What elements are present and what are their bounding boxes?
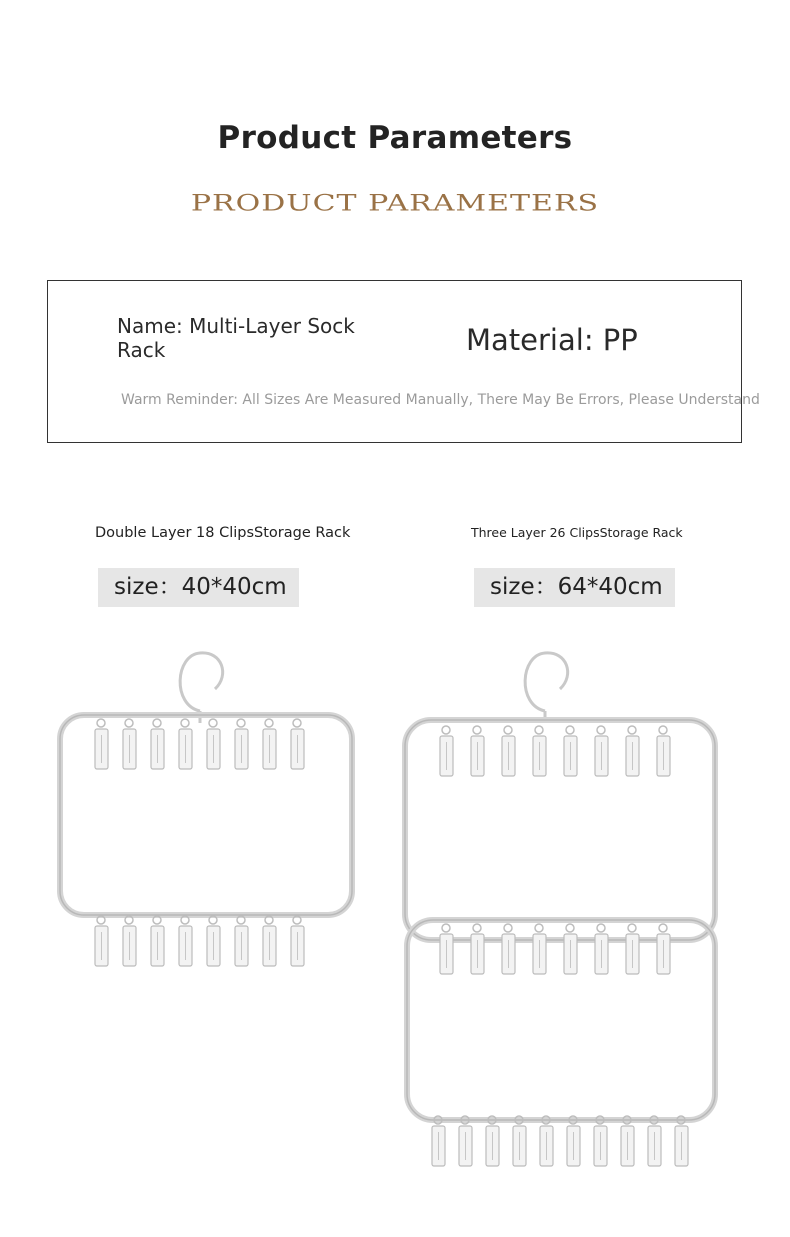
- product-caption-triple: Three Layer 26 ClipsStorage Rack: [471, 525, 683, 540]
- clip-icon: [657, 924, 670, 974]
- warm-reminder: Warm Reminder: All Sizes Are Measured Manually, There May Be Errors, Please Understand: [121, 392, 760, 408]
- clip-icon: [123, 719, 136, 769]
- product-material: Material: PP: [466, 323, 638, 357]
- clip-icon: [594, 1116, 607, 1166]
- clip-icon: [432, 1116, 445, 1166]
- clip-icon: [675, 1116, 688, 1166]
- clip-icon: [567, 1116, 580, 1166]
- product-name: Name: Multi-Layer Sock Rack: [117, 314, 355, 362]
- clip-icon: [626, 924, 639, 974]
- clip-icon: [540, 1116, 553, 1166]
- clip-icon: [595, 726, 608, 776]
- clip-icon: [179, 719, 192, 769]
- clip-icon: [151, 916, 164, 966]
- clip-icon: [471, 924, 484, 974]
- product-caption-double: Double Layer 18 ClipsStorage Rack: [95, 525, 351, 541]
- parameters-box: [47, 280, 760, 443]
- clip-icon: [207, 916, 220, 966]
- clip-icon: [263, 916, 276, 966]
- clip-icon: [486, 1116, 499, 1166]
- clip-icon: [471, 726, 484, 776]
- clip-icon: [459, 1116, 472, 1166]
- clip-icon: [95, 719, 108, 769]
- double-layer-rack-image: [50, 645, 360, 995]
- clip-icon: [626, 726, 639, 776]
- clip-icon: [533, 726, 546, 776]
- page-title: Product Parameters: [217, 120, 573, 156]
- clip-icon: [291, 719, 304, 769]
- clip-icon: [440, 924, 453, 974]
- clip-icon: [235, 916, 248, 966]
- clip-icon: [263, 719, 276, 769]
- clip-icon: [207, 719, 220, 769]
- clip-icon: [235, 719, 248, 769]
- clip-icon: [564, 726, 577, 776]
- triple-layer-rack-image: [395, 645, 725, 1225]
- clip-icon: [179, 916, 192, 966]
- clip-icon: [648, 1116, 661, 1166]
- clip-icon: [151, 719, 164, 769]
- clip-icon: [123, 916, 136, 966]
- clip-icon: [564, 924, 577, 974]
- clip-icon: [502, 924, 515, 974]
- clip-icon: [440, 726, 453, 776]
- clip-icon: [595, 924, 608, 974]
- clip-icon: [533, 924, 546, 974]
- size-label-double: size：40*40cm: [98, 568, 299, 607]
- clip-icon: [513, 1116, 526, 1166]
- clip-icon: [657, 726, 670, 776]
- size-label-triple: size：64*40cm: [474, 568, 675, 607]
- clip-icon: [291, 916, 304, 966]
- clip-icon: [95, 916, 108, 966]
- page-subtitle: PRODUCT PARAMETERS: [190, 190, 600, 217]
- clip-icon: [621, 1116, 634, 1166]
- clip-icon: [502, 726, 515, 776]
